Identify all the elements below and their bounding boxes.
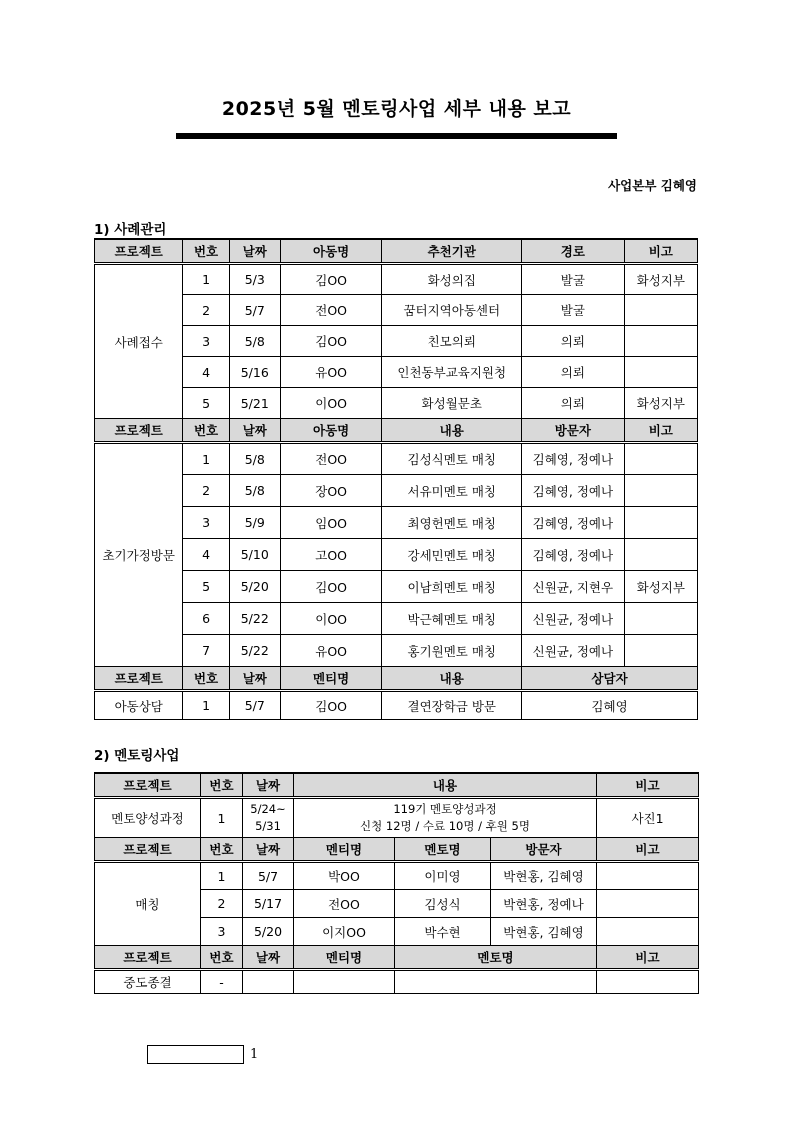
table-cell: 이남희멘토 매칭: [382, 571, 522, 603]
table-cell: [624, 507, 697, 539]
header-cell: 프로젝트: [95, 838, 201, 862]
table-cell: [624, 443, 697, 475]
header-cell: 번호: [183, 667, 229, 691]
table-cell: 5/3: [229, 264, 280, 295]
table-cell: [624, 295, 697, 326]
table-cell: 신원균, 정예나: [522, 603, 625, 635]
project-cell: 초기가정방문: [95, 443, 183, 667]
header-cell: 날짜: [243, 946, 294, 970]
table-cell: 인천동부교육지원청: [382, 357, 522, 388]
table-cell: 김혜영, 정예나: [522, 507, 625, 539]
mentoring-table: [94, 772, 699, 994]
header-cell: 내용: [294, 773, 597, 798]
table-cell: 5/8: [229, 326, 280, 357]
table-cell: 박현홍, 김혜영: [491, 918, 597, 946]
table-cell: 5: [183, 571, 229, 603]
table-cell: 2: [183, 475, 229, 507]
table-row: [95, 571, 698, 603]
header-cell: 추천기관: [382, 239, 522, 264]
table-cell: 신원균, 지현우: [522, 571, 625, 603]
table-cell: [294, 970, 395, 994]
report-author: 사업본부 김혜영: [608, 178, 697, 193]
header-cell: 비고: [597, 838, 699, 862]
header-cell: 프로젝트: [95, 773, 201, 798]
table-row: [95, 357, 698, 388]
header-cell: 아동명: [280, 239, 382, 264]
table-cell: 화성지부: [624, 571, 697, 603]
table-cell: 전OO: [280, 295, 382, 326]
table-cell: [395, 970, 597, 994]
table-row: [95, 475, 698, 507]
table-cell: [243, 970, 294, 994]
table-cell: 결연장학금 방문: [382, 691, 522, 720]
table-row: [95, 388, 698, 419]
table-cell: 전OO: [294, 890, 395, 918]
header-cell: 내용: [382, 419, 522, 443]
table-cell: 5/20: [243, 918, 294, 946]
table-cell: 1: [201, 862, 243, 890]
table-cell: 3: [183, 507, 229, 539]
header-cell: 번호: [183, 239, 229, 264]
table-cell: 친모의뢰: [382, 326, 522, 357]
table-cell: 유OO: [280, 635, 382, 667]
table-cell: 5/7: [229, 691, 280, 720]
table-cell: 3: [183, 326, 229, 357]
table-cell: 이OO: [280, 603, 382, 635]
table-cell: 김OO: [280, 264, 382, 295]
case-management-table: [94, 238, 698, 720]
table-cell: [597, 862, 699, 890]
date-end: 5/31: [255, 819, 281, 833]
table-header-row: [95, 838, 699, 862]
header-cell: 비고: [597, 946, 699, 970]
table-cell: 최영헌멘토 매칭: [382, 507, 522, 539]
table-cell: 2: [183, 295, 229, 326]
table-cell: 1: [183, 264, 229, 295]
header-cell: 내용: [382, 667, 522, 691]
table-cell: 화성지부: [624, 388, 697, 419]
table-cell: 박현홍, 김혜영: [491, 862, 597, 890]
table-cell: 5/7: [243, 862, 294, 890]
table-cell: 발굴: [522, 295, 625, 326]
date-start: 5/24~: [250, 802, 286, 816]
header-cell: 날짜: [243, 773, 294, 798]
table-cell: 5: [183, 388, 229, 419]
table-row: [95, 326, 698, 357]
section-heading-case-management: 1) 사례관리: [94, 222, 167, 238]
table-cell: 김혜영, 정예나: [522, 443, 625, 475]
table-cell: 김혜영, 정예나: [522, 475, 625, 507]
table-cell: 7: [183, 635, 229, 667]
header-cell: 멘토명: [395, 838, 491, 862]
table-cell: 강세민멘토 매칭: [382, 539, 522, 571]
table-cell: [624, 635, 697, 667]
table-cell: 5/8: [229, 443, 280, 475]
table-row: [95, 798, 699, 838]
table-cell: 5/22: [229, 603, 280, 635]
table-cell: 장OO: [280, 475, 382, 507]
header-cell: 프로젝트: [95, 419, 183, 443]
table-cell: 꿈터지역아동센터: [382, 295, 522, 326]
table-cell: 1: [183, 691, 229, 720]
table-cell: 임OO: [280, 507, 382, 539]
table-row: [95, 862, 699, 890]
table-cell: 박OO: [294, 862, 395, 890]
table-cell: 5/9: [229, 507, 280, 539]
table-cell: [597, 970, 699, 994]
table-cell: 화성지부: [624, 264, 697, 295]
table-header-row: [95, 946, 699, 970]
date-range-cell: [243, 798, 294, 838]
header-cell: 비고: [624, 419, 697, 443]
header-cell: 경로: [522, 239, 625, 264]
header-cell: 날짜: [229, 419, 280, 443]
content-cell: [294, 798, 597, 838]
header-cell: 상담자: [522, 667, 698, 691]
table-cell: 3: [201, 918, 243, 946]
table-cell: [624, 603, 697, 635]
table-row: [95, 443, 698, 475]
table-row: [95, 970, 699, 994]
table-cell: 5/8: [229, 475, 280, 507]
course-stats: 신청 12명 / 수료 10명 / 후원 5명: [360, 819, 530, 833]
header-cell: 비고: [624, 239, 697, 264]
table-cell: 김OO: [280, 571, 382, 603]
table-cell: 화성월문초: [382, 388, 522, 419]
table-cell: 박근혜멘토 매칭: [382, 603, 522, 635]
table-cell: 5/10: [229, 539, 280, 571]
header-cell: 번호: [201, 773, 243, 798]
table-cell: 서유미멘토 매칭: [382, 475, 522, 507]
table-cell: 김성식: [395, 890, 491, 918]
table-cell: 5/17: [243, 890, 294, 918]
header-cell: 프로젝트: [95, 239, 183, 264]
table-cell: [624, 475, 697, 507]
header-cell: 방문자: [522, 419, 625, 443]
course-name: 119기 멘토양성과정: [393, 802, 497, 816]
table-row: [95, 507, 698, 539]
table-cell: 김혜영, 정예나: [522, 539, 625, 571]
header-cell: 날짜: [229, 667, 280, 691]
table-header-row: [95, 667, 698, 691]
header-cell: 번호: [201, 946, 243, 970]
table-cell: 의뢰: [522, 388, 625, 419]
table-cell: 유OO: [280, 357, 382, 388]
table-cell: 4: [183, 357, 229, 388]
header-cell: 날짜: [229, 239, 280, 264]
table-cell: 5/20: [229, 571, 280, 603]
table-header-row: [95, 239, 698, 264]
header-cell: 번호: [183, 419, 229, 443]
table-row: [95, 691, 698, 720]
table-header-row: [95, 773, 699, 798]
document-title: 2025년 5월 멘토링사업 세부 내용 보고: [221, 98, 572, 120]
table-cell: 5/7: [229, 295, 280, 326]
project-cell: 매칭: [95, 862, 201, 946]
table-header-row: [95, 419, 698, 443]
table-row: [95, 635, 698, 667]
table-cell: 고OO: [280, 539, 382, 571]
table-cell: 2: [201, 890, 243, 918]
header-cell: 방문자: [491, 838, 597, 862]
header-cell: 멘토명: [395, 946, 597, 970]
table-row: [95, 295, 698, 326]
table-cell: 1: [183, 443, 229, 475]
table-cell: 김OO: [280, 326, 382, 357]
project-cell: 사례접수: [95, 264, 183, 419]
table-cell: 4: [183, 539, 229, 571]
section-heading-mentoring: 2) 멘토링사업: [94, 748, 180, 764]
header-cell: 날짜: [243, 838, 294, 862]
header-cell: 번호: [201, 838, 243, 862]
table-cell: 전OO: [280, 443, 382, 475]
table-cell: 화성의집: [382, 264, 522, 295]
project-cell: 중도종결: [95, 970, 201, 994]
table-cell: 1: [201, 798, 243, 838]
table-cell: 5/21: [229, 388, 280, 419]
table-cell: [597, 890, 699, 918]
table-row: [95, 264, 698, 295]
table-cell: 발굴: [522, 264, 625, 295]
table-cell: 홍기원멘토 매칭: [382, 635, 522, 667]
table-cell: 박현홍, 정예나: [491, 890, 597, 918]
header-cell: 프로젝트: [95, 946, 201, 970]
table-cell: [624, 357, 697, 388]
page-number: 1: [250, 1047, 259, 1062]
table-cell: 박수현: [395, 918, 491, 946]
table-cell: 5/16: [229, 357, 280, 388]
title-underline: [176, 133, 617, 139]
table-cell: 5/22: [229, 635, 280, 667]
table-cell: 김OO: [280, 691, 382, 720]
table-cell: 김혜영: [522, 691, 698, 720]
table-cell: 의뢰: [522, 326, 625, 357]
table-cell: 사진1: [597, 798, 699, 838]
header-cell: 아동명: [280, 419, 382, 443]
table-cell: [624, 539, 697, 571]
project-cell: 멘토양성과정: [95, 798, 201, 838]
table-cell: [624, 326, 697, 357]
footer-box: [147, 1045, 244, 1064]
project-cell: 아동상담: [95, 691, 183, 720]
table-cell: 이미영: [395, 862, 491, 890]
header-cell: 멘티명: [294, 946, 395, 970]
table-cell: 김성식멘토 매칭: [382, 443, 522, 475]
header-cell: 비고: [597, 773, 699, 798]
table-cell: 6: [183, 603, 229, 635]
table-row: [95, 603, 698, 635]
table-cell: 이지OO: [294, 918, 395, 946]
table-row: [95, 539, 698, 571]
header-cell: 프로젝트: [95, 667, 183, 691]
table-cell: -: [201, 970, 243, 994]
header-cell: 멘티명: [280, 667, 382, 691]
table-cell: 의뢰: [522, 357, 625, 388]
table-cell: 이OO: [280, 388, 382, 419]
table-cell: [597, 918, 699, 946]
table-cell: 신원균, 정예나: [522, 635, 625, 667]
header-cell: 멘티명: [294, 838, 395, 862]
